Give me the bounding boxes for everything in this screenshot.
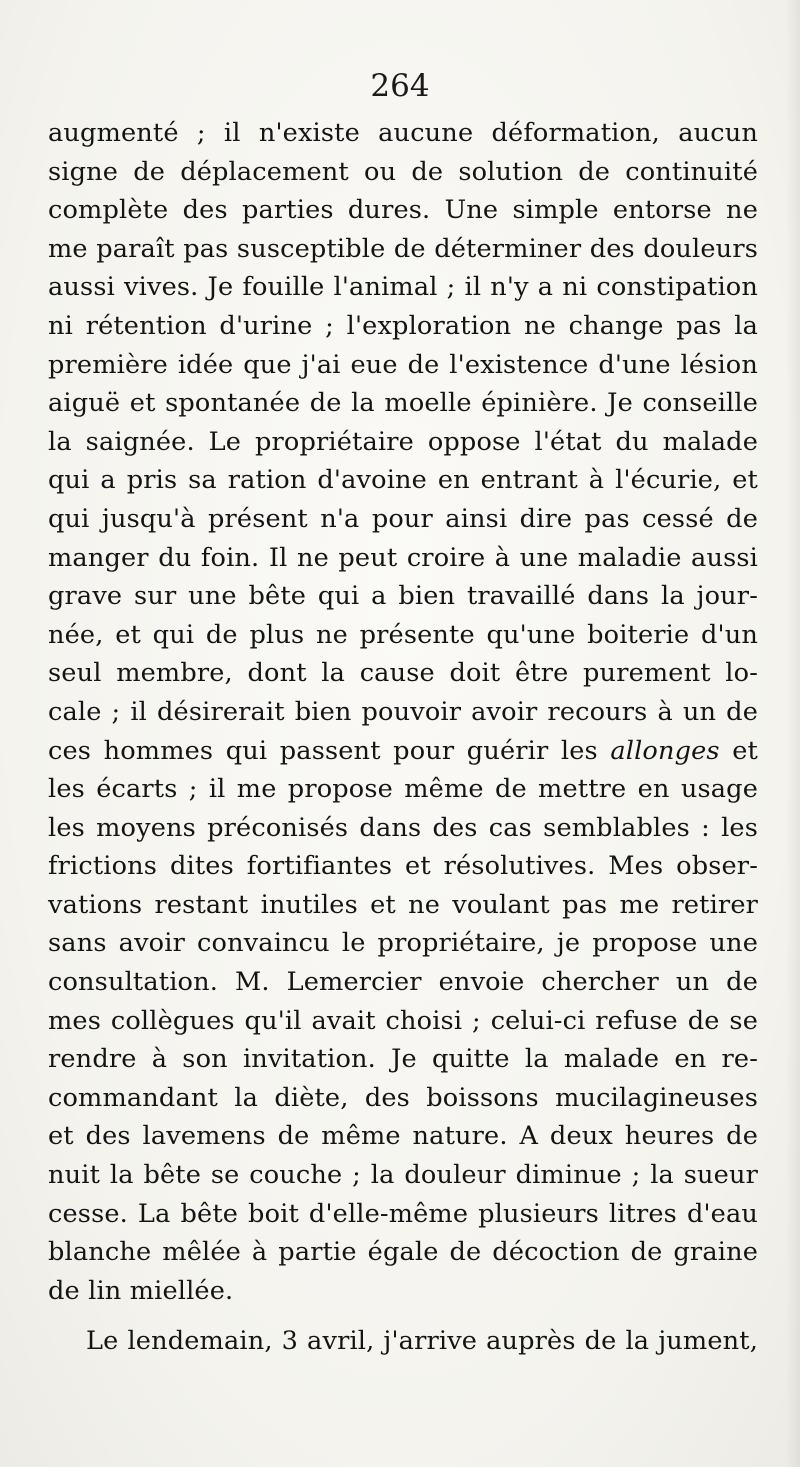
page-edge-shadow	[786, 0, 800, 1467]
text-line: aussi vives. Je fouille l'animal ; il n'y a ni constipation	[48, 272, 758, 303]
text-line: complète des parties dures. Une simple entorse ne	[48, 195, 758, 226]
text-line: blanche mêlée à partie égale de décoction de graine	[48, 1237, 758, 1268]
text-line: cesse. La bête boit d'elle-même plusieurs litres d'eau	[48, 1198, 758, 1229]
text-line-with-italic	[48, 732, 758, 771]
text-line: sans avoir convaincu le propriétaire, je propose une	[48, 928, 758, 959]
text-line: et des lavemens de même nature. A deux heures de	[48, 1121, 758, 1152]
text-line: première idée que j'ai eue de l'existence d'une lésion	[48, 349, 758, 380]
text-line: nuit la bête se couche ; la douleur diminue ; la sueur	[48, 1160, 758, 1191]
page-number: 264	[370, 68, 430, 104]
text-line: rendre à son invitation. Je quitte la malade en re-	[48, 1044, 758, 1075]
text-line-paragraph-end: de lin miellée.	[48, 1275, 234, 1306]
text-line: aiguë et spontanée de la moelle épinière. Je conseille	[48, 388, 758, 419]
text-line: mes collègues qu'il avait choisi ; celui-ci refuse de se	[48, 1005, 758, 1036]
text-line: ni rétention d'urine ; l'exploration ne change pas la	[48, 310, 758, 341]
text-line: commandant la diète, des boissons mucilagineuses	[48, 1082, 758, 1113]
body-text	[48, 114, 758, 1361]
text-line: la saignée. Le propriétaire oppose l'état du malade	[48, 426, 758, 457]
text-segment: et	[719, 735, 758, 766]
text-line: les écarts ; il me propose même de mettre en usage	[48, 774, 758, 805]
text-line: frictions dites fortifiantes et résolutives. Mes obser-	[48, 851, 758, 882]
text-line: qui a pris sa ration d'avoine en entrant à l'écurie, et	[48, 465, 758, 496]
text-line: cale ; il désirerait bien pouvoir avoir recours à un de	[48, 696, 758, 727]
text-line: qui jusqu'à présent n'a pour ainsi dire pas cessé de	[48, 503, 758, 534]
text-line: les moyens préconisés dans des cas semblables : les	[48, 812, 758, 843]
text-line: signe de déplacement ou de solution de continuité	[48, 156, 758, 187]
text-segment: ces hommes qui passent pour guérir les	[48, 735, 611, 766]
text-line: née, et qui de plus ne présente qu'une boiterie d'un	[48, 619, 758, 650]
text-line: manger du foin. Il ne peut croire à une maladie aussi	[48, 542, 758, 573]
text-line: consultation. M. Lemercier envoie chercher un de	[48, 967, 758, 998]
text-line: augmenté ; il n'existe aucune déformation, aucun	[48, 118, 758, 148]
text-line-paragraph-start: Le lendemain, 3 avril, j'arrive auprès de la jument,	[86, 1326, 758, 1357]
text-line: me paraît pas susceptible de déterminer des douleurs	[48, 233, 758, 264]
text-line: grave sur une bête qui a bien travaillé dans la jour-	[48, 581, 758, 612]
text-line: vations restant inutiles et ne voulant pas me retirer	[48, 889, 758, 920]
italic-term: allonges	[610, 735, 720, 766]
text-line: seul membre, dont la cause doit être purement lo-	[48, 658, 758, 689]
